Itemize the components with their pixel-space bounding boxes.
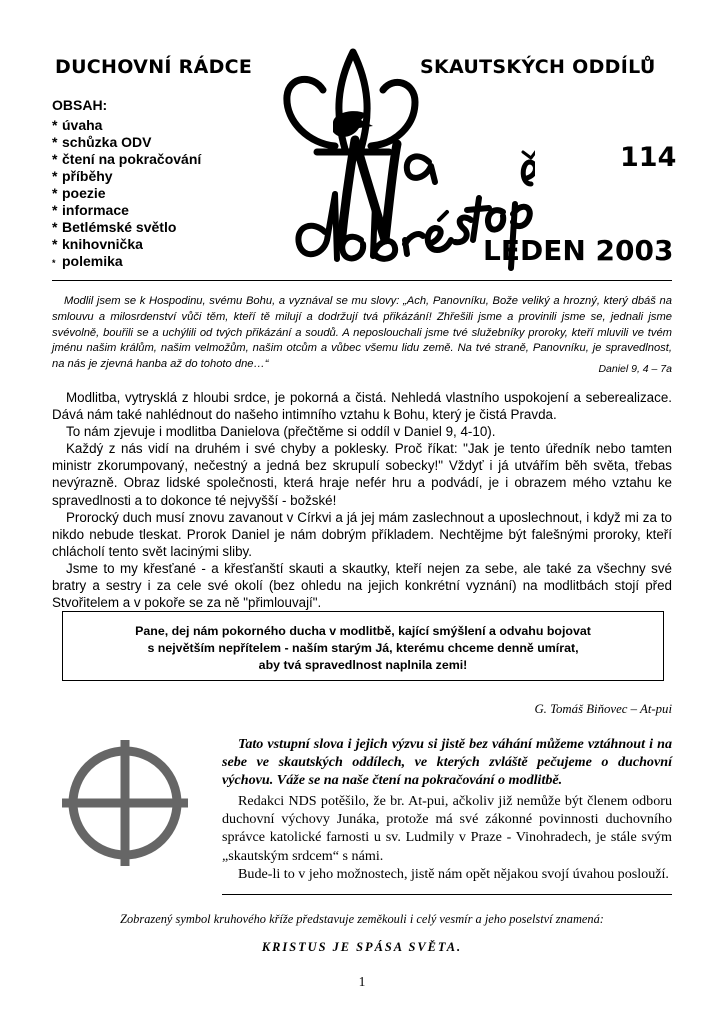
prayer-line: Pane, dej nám pokorného ducha v modlitbě, kající smýšlení a odvahu bojovat [135,624,591,638]
editorial-paragraph: Bude-li to v jeho možnostech, jistě nám opět nějakou svojí úvahou poslouží. [238,866,669,882]
paragraph: Jsme to my křesťané - a křesťanští skauti a skautky, kteří nejen za sebe, ale také za všechny své bratry a sestry i za cele své okolí (bez ohledu na jejich konkrétní vyznání) na modlitbách stojí před Stvořitelem a v pokoře se za ně "přimlouvají". [52,560,672,611]
toc-item: * Betlémské světlo [52,219,177,235]
toc-item: * příběhy [52,168,113,184]
page-number: 1 [358,974,366,989]
toc-item: * informace [52,202,129,218]
divider [52,280,672,281]
toc-title: OBSAH: [52,97,108,113]
editorial-intro: Tato vstupní slova i jejich výzvu si jistě bez váhání můžeme vztáhnout i na sebe ve skautských oddílech, ve kterých zvláště pečujeme o duchovní výchovu. Váže se na naše čtení na pokračování o modlitbě. [222,736,672,789]
toc-item: * polemika [52,253,123,269]
prayer-line: aby tvá spravedlnost naplnila zemi! [258,657,468,672]
paragraph: Prorocký duch musí znovu zavanout v Církvi a já jej mám zaslechnout a uposlechnout, i když mi za to nikdo nebude tleskat. Prorok Daniel je nám dobrým příkladem. Nechtějme být falešnými proroky, kteří chlácholí tento svět lacinými sliby. [52,509,672,559]
header-left-title: DUCHOVNÍ RÁDCE [55,56,253,78]
article-body [52,389,672,611]
paragraph: Každý z nás vidí na druhém i své chyby a poklesky. Proč říkat: "Jak je tento úředník nebo tamten ministr zkorumpovaný, nečestný a jedná bez skrupulí sobecky!" Vždyť i já utvářím běh světa, třebas nevýrazně. Obraz lidské společnosti, která hraje nefér hru a podvádí, je i obrazem mého vztahu ke spravedlnosti a to dokonce té nejvyšší - božské! [52,441,672,508]
issue-number: 114 [620,142,677,173]
toc-item: * poezie [52,185,106,201]
prayer-box [62,611,664,681]
toc-item: * schůzka ODV [52,134,152,150]
author-signature: G. Tomáš Biňovec – At-pui [534,702,672,716]
motto: KRISTUS JE SPÁSA SVĚTA. [261,940,463,954]
prayer-line: s největším nepřítelem - naším starým Já, kterému chceme denně umírat, [147,640,579,655]
issue-date: LEDEN 2003 [483,234,674,267]
paragraph: To nám zjevuje i modlitba Danielova (přečtěme si oddíl v Daniel 9, 4-10). [66,424,496,440]
scripture-quote: Modlil jsem se k Hospodinu, svému Bohu, a vyznával se mu slovy: „Ach, Panovníku, Bože veliký a hrozný, který dbáš na smlouvu a milosrdenství vůči těm, kteří tě milují a dodržují tvá přikázání! Zhřešili jsme a provinili jsme se, jednali jsme svévolně, bouřili se a uchýlili od tvých přikázání a soudů. A neposlouchali jsme tvé služebníky proroky, kteří mluvili ve tvém jménu našim králům, našim velmožům, našim otcům a vůbec všemu lidu země. Na tvé straně, Panovníku, je spravedlnost, na nás je zjevná hanba až do tohoto dne…“ [52,295,672,371]
toc-item: * čtení na pokračování [52,151,202,167]
divider [222,894,672,895]
toc-list [52,117,201,270]
editorial-paragraph: Redakci NDS potěšilo, že br. At-pui, ačkoliv již nemůže být členem odboru duchovní výchovy Junáka, protože má své zákonné povinnosti duchovního správce katolické farnosti u sv. Ludmily v Praze - Vinohradech, je stále svým „skautským srdcem“ s námi. [222,793,672,864]
scripture-reference: Daniel 9, 4 – 7a [598,363,672,375]
symbol-caption: Zobrazený symbol kruhového kříže představuje zeměkouli i celý vesmír a jeho poselství znamená: [120,912,604,926]
header-right-title: SKAUTSKÝCH ODDÍLŮ [420,56,656,78]
paragraph: Modlitba, vytrysklá z hloubi srdce, je pokorná a čistá. Nehledá vlastního uspokojení a seberealizace. Dává nám také nahlédnout do našeho intimního vztahu k Bohu, který je čistá Pravda. [52,390,672,423]
toc-item: * úvaha [52,117,103,133]
circle-cross-icon [60,738,190,868]
toc-item: * knihovnička [52,236,143,252]
